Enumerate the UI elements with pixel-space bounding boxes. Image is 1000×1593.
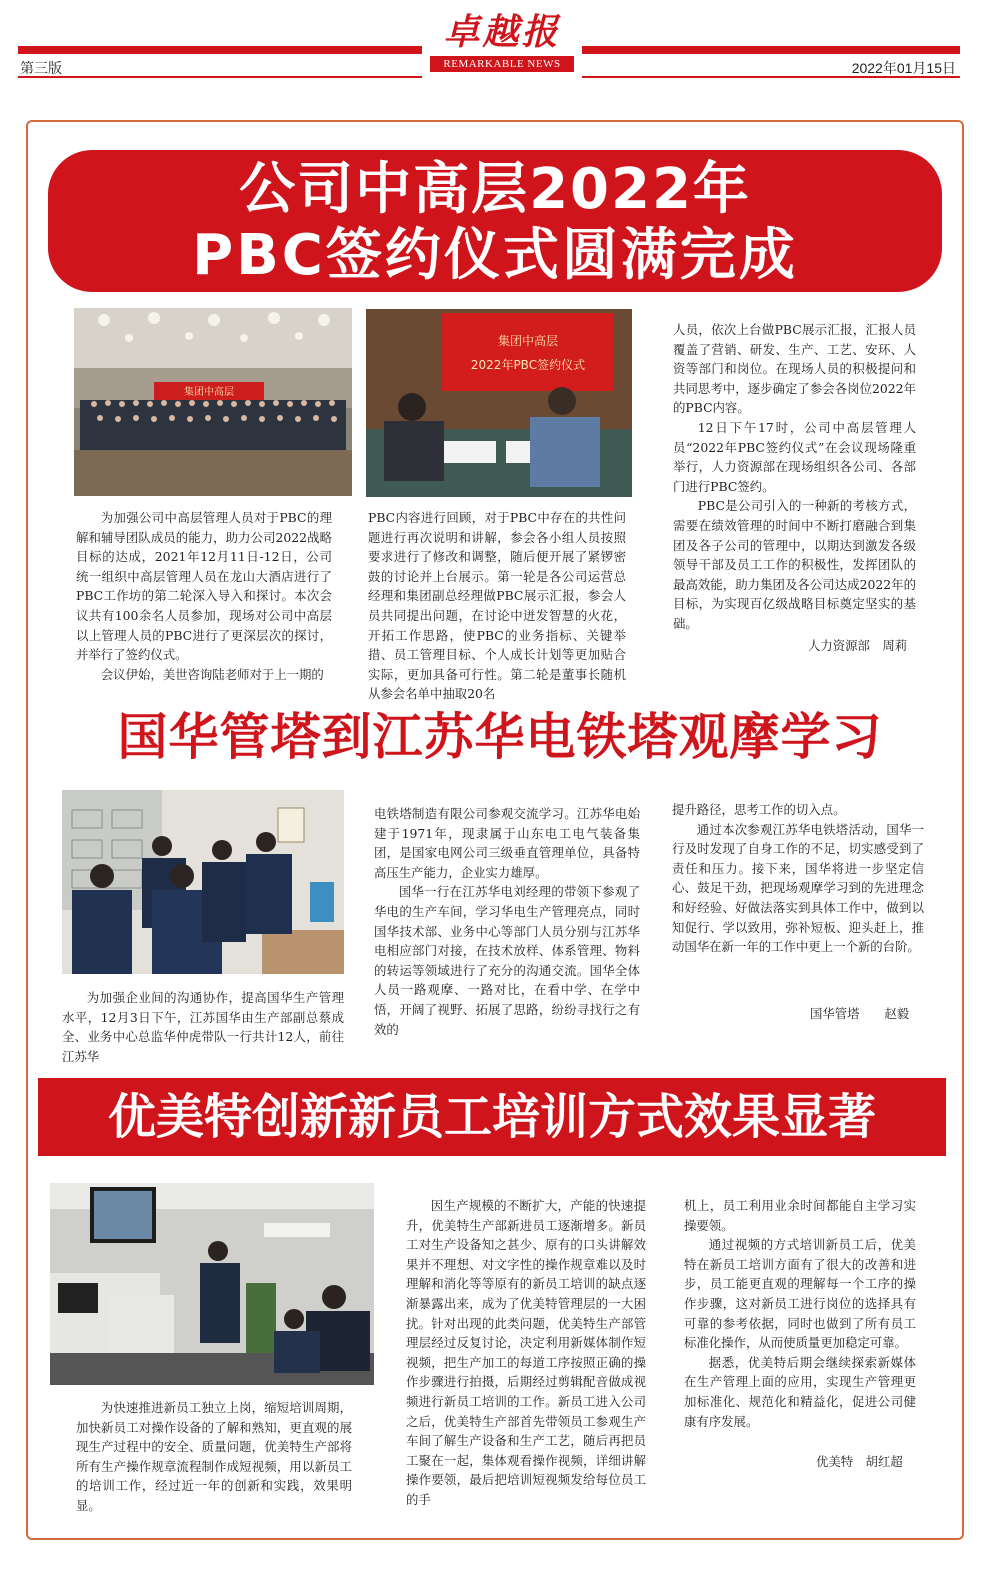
- article3-column-2: [406, 1196, 646, 1510]
- article2-column-3: [672, 800, 924, 957]
- paragraph: 12日下午17时，公司中高层管理人员“2022年PBC签约仪式”在会议现场隆重举行，人力资源部在现场组织各公司、各部门进行PBC签约。: [673, 419, 916, 494]
- paragraph: 机上，员工利用业余时间都能自主学习实操要领。: [684, 1198, 916, 1233]
- article3-headline: 优美特创新新员工培训方式效果显著: [38, 1078, 946, 1156]
- article1-byline: 人力资源部 周莉: [808, 638, 908, 653]
- article1-headline-line1: 公司中高层2022年: [239, 157, 751, 222]
- photo-banner-text-line2: 2022年PBC签约仪式: [470, 358, 586, 372]
- issue-number: 第三版: [20, 60, 62, 76]
- article1-headline: [48, 150, 942, 292]
- paragraph: 通过本次参观江苏华电铁塔活动，国华一行及时发现了自身工作的不足，切实感受到了责任和压力。接下来，国华将进一步坚定信心、鼓足干劲，把现场观摩学习到的先进理念和好经验、好做法落实到具体工作中，做到以知促行、学以致用，弥补短板、迎头赶上，推动国华在新一年的工作中更上一个新的台阶。: [672, 821, 924, 955]
- logo-english: REMARKABLE NEWS: [430, 56, 574, 72]
- article2-byline: 国华管塔 赵毅: [810, 1006, 910, 1021]
- article1-column-3: [673, 320, 916, 634]
- article1-group-photo: [74, 308, 352, 496]
- paragraph: PBC是公司引入的一种新的考核方式，需要在绩效管理的时间中不断打磨融合到集团及各子公司的管理中，以期达到激发各级领导干部及员工工作的积极性，发挥团队的最高效能，助力集团及各公司达成2022年的目标，为实现百亿级战略目标奠定坚实的基础。: [673, 498, 916, 631]
- paragraph: 通过视频的方式培训新员工后，优美特在新员工培训方面有了很大的改善和进步，员工能更直观的理解每一个工序的操作步骤，这对新员工进行岗位的选择具有可靠的参考依据，同时也做到了所有员工标准化操作，从而使质量更加稳定可靠。: [684, 1237, 916, 1351]
- article1-headline-line2: PBC签约仪式圆满完成: [192, 223, 798, 288]
- paragraph: 提升路径，思考工作的切入点。: [672, 802, 846, 817]
- photo-banner-text-left: 集团中高层: [184, 387, 234, 398]
- paragraph: PBC内容进行回顾，对于PBC中存在的共性问题进行再次说明和讲解，参会各小组人员按照要求进行了修改和调整，随后便开展了紧锣密鼓的讨论并上台展示。第一轮是各公司运营总经理和集团副总经理做PBC展示汇报，参会人员共同提出问题，在讨论中迸发智慧的火花，开拓工作思路，使PBC的业务指标、关键举措、员工管理目标、个人成长计划等更加贴合实际，更加具备可行性。第二轮是董事长随机从参会名单中抽取20名: [368, 510, 626, 702]
- paragraph: 据悉，优美特后期会继续探索新媒体在生产管理上面的应用，实现生产管理更加标准化、规范化和精益化，促进公司健康有序发展。: [684, 1354, 916, 1429]
- article3-training-photo: [50, 1183, 374, 1385]
- article2-headline: 国华管塔到江苏华电铁塔观摩学习: [117, 708, 883, 766]
- article2-column-2: [374, 804, 640, 1039]
- article2-visit-photo: [62, 790, 344, 974]
- article1-column-1: [76, 508, 332, 684]
- paragraph: 人员，依次上台做PBC展示汇报，汇报人员覆盖了营销、研发、生产、工艺、安环、人资等部门和岗位。在现场人员的积极提问和共同思考中，逐步确定了参会各岗位2022年的PBC内容。: [673, 322, 916, 416]
- logo-chinese: 卓越报: [443, 11, 561, 53]
- paragraph: 电铁塔制造有限公司参观交流学习。江苏华电始建于1971年，现隶属于山东电工电气装备集团，是国家电网公司三级垂直管理单位，具备特高压生产能力，企业实力雄厚。: [374, 806, 640, 880]
- article3-column-3: [684, 1196, 916, 1431]
- paragraph: 为快速推进新员工独立上岗，缩短培训周期，加快新员工对操作设备的了解和熟知，更直观的展现生产过程中的安全、质量问题，优美特生产部将所有生产操作规章流程制作成短视频，用以新员工的培训工作，经过近一年的创新和实践，效果明显。: [76, 1400, 352, 1513]
- issue-date: 2022年01月15日: [851, 60, 956, 76]
- article1-column-2: [368, 508, 626, 704]
- paragraph: 国华一行在江苏华电刘经理的带领下参观了华电的生产车间，学习华电生产管理亮点，同时国华技术部、业务中心等部门人员分别与江苏华电相应部门对接，在技术放样、体系管理、物料的转运等领域进行了充分的沟通交流。国华全体人员一路观摩、一路对比，在看中学、在学中悟，开阔了视野、拓展了思路，纷纷寻找行之有效的: [374, 884, 640, 1037]
- paragraph: 为加强企业间的沟通协作，提高国华生产管理水平，12月3日下午，江苏国华由生产部副总蔡成全、业务中心总监华仲虎带队一行共计12人，前往江苏华: [62, 990, 344, 1064]
- article1-signing-photo: [366, 309, 632, 497]
- article3-byline: 优美特 胡红超: [816, 1454, 903, 1469]
- article3-column-1: [76, 1398, 352, 1516]
- photo-banner-text-line1: 集团中高层: [497, 334, 559, 348]
- paragraph: 会议伊始，美世咨询陆老师对于上一期的: [100, 666, 324, 682]
- article2-column-1: [62, 988, 344, 1066]
- paragraph: 因生产规模的不断扩大，产能的快速提升，优美特生产部新进员工逐渐增多。新员工对生产设备知之甚少、原有的口头讲解效果并不理想、对文字性的操作规章难以及时理解和消化等等原有的新员工培训的缺点逐渐暴露出来，成为了优美特管理层的一大困扰。针对出现的此类问题，优美特生产部管理层经过反复讨论，决定利用新媒体制作短视频，把生产加工的每道工序按照正确的操作步骤进行拍摄，后期经过剪辑配音做成视频进行新员工培训的工作。新员工进入公司之后，优美特生产部首先带领员工参观生产车间了解生产设备和生产工艺，随后再把员工聚在一起，集体观看操作视频，详细讲解操作要领，最后把培训短视频发给每位员工的手: [406, 1198, 646, 1507]
- newspaper-logo: [422, 10, 582, 80]
- masthead: [18, 10, 960, 80]
- paragraph: 为加强公司中高层管理人员对于PBC的理解和辅导团队成员的能力，助力公司2022战略目标的达成，2021年12月11日-12日，公司统一组织中高层管理人员在龙山大酒店进行了PBC工作坊的第二轮深入导入和探讨。本次会议共有100余名人员参加，现场对公司中高层以上管理人员的PBC进行了更深层次的探讨，并举行了签约仪式。: [76, 510, 332, 663]
